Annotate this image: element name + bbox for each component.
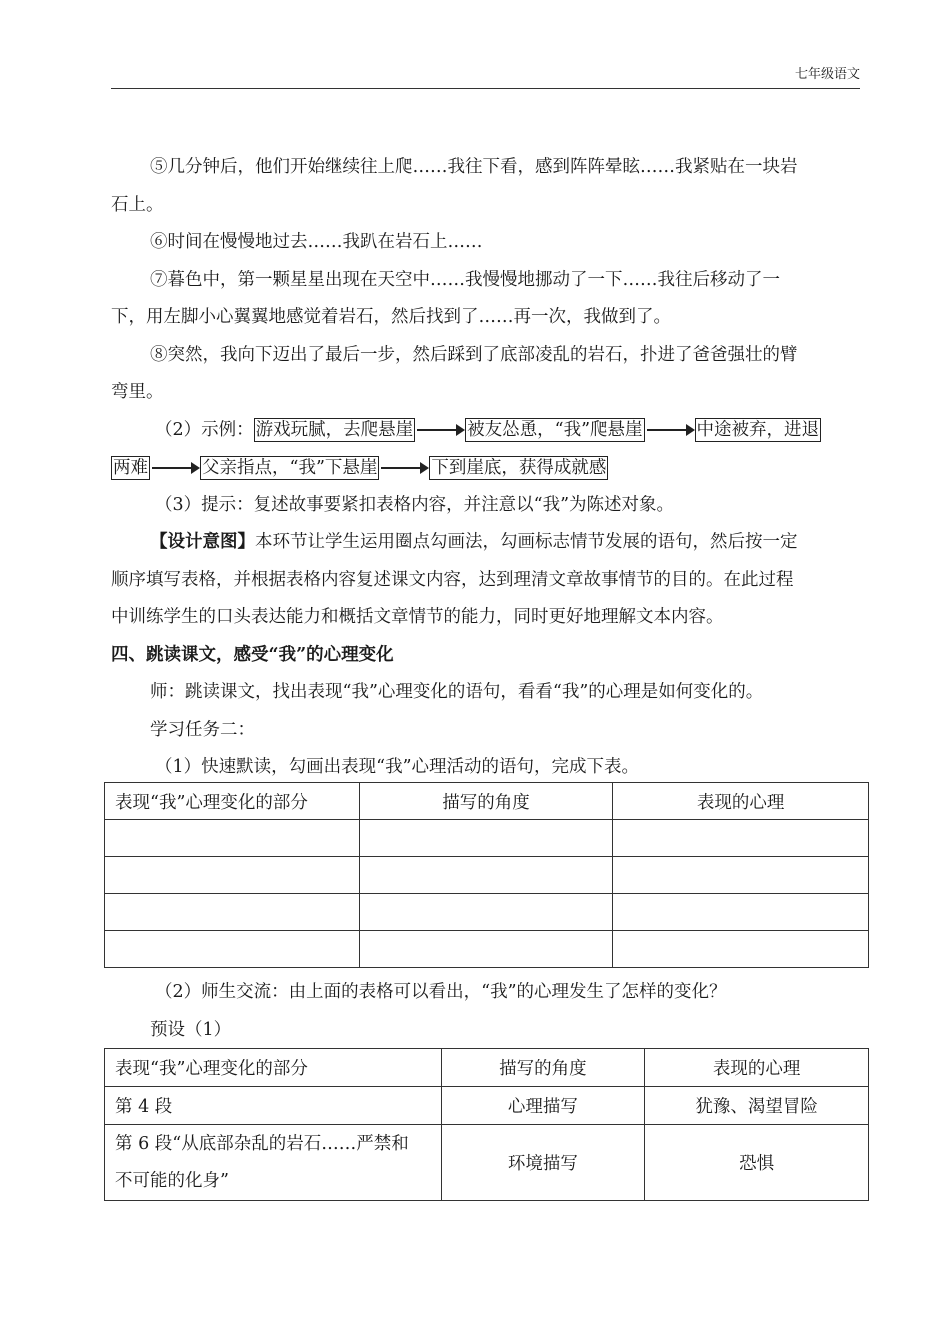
- plot-box-3-part-2: 两难: [113, 457, 148, 478]
- paragraph-8-line-2: 弯里。: [111, 382, 164, 402]
- table-cell[interactable]: [359, 894, 613, 931]
- table-header-row: [105, 783, 869, 820]
- table-header-row: [105, 1049, 869, 1087]
- table-cell[interactable]: [359, 931, 613, 968]
- table-cell: 环境描写: [441, 1125, 645, 1201]
- task-label: 学习任务二：: [150, 719, 255, 740]
- arrow-right-icon: [152, 467, 198, 469]
- table-cell[interactable]: [613, 820, 869, 857]
- preset-label: 预设（1）: [150, 1019, 232, 1040]
- main-content: [111, 149, 863, 787]
- plot-box-4: 父亲指点，“我”下悬崖: [202, 457, 378, 478]
- table-row: [105, 857, 869, 894]
- plot-box-5: 下到崖底，获得成就感: [431, 457, 607, 478]
- arrow-right-icon: [647, 429, 693, 431]
- paragraph-7-line-1: ⑦暮色中，第一颗星星出现在天空中……我慢慢地挪动了一下……我往后移动了一: [150, 269, 780, 290]
- paragraph-8-line-1: ⑧突然，我向下迈出了最后一步，然后踩到了底部凌乱的岩石，扑进了爸爸强壮的臂: [150, 344, 798, 365]
- plot-box-3-part-1: 中途被弃，进退: [696, 420, 820, 441]
- blank-table: [104, 782, 869, 968]
- teacher-instruction: 师：跳读课文，找出表现“我”心理变化的语句，看看“我”的心理是如何变化的。: [150, 682, 764, 702]
- table-header-cell: 描写的角度: [441, 1049, 645, 1087]
- plot-box-1: 游戏玩腻，去爬悬崖: [255, 420, 414, 441]
- paragraph-5-line-2: 石上。: [111, 194, 164, 215]
- cell-line: 不可能的化身”: [115, 1171, 229, 1191]
- plot-flow-row-1: [111, 412, 863, 450]
- question-1: （1）快速默读，勾画出表现“我”心理活动的语句，完成下表。: [155, 757, 640, 777]
- table-cell[interactable]: [613, 931, 869, 968]
- header-label: 七年级语文: [794, 67, 860, 82]
- table-cell: [105, 1125, 442, 1201]
- table-cell: 第 4 段: [105, 1087, 442, 1125]
- design-intent-line-1: [111, 524, 863, 562]
- table-header-cell: 描写的角度: [359, 783, 613, 820]
- preset-table: [104, 1048, 869, 1201]
- table-cell: 心理描写: [441, 1087, 645, 1125]
- question-2: （2）师生交流：由上面的表格可以看出，“我”的心理发生了怎样的变化？: [155, 982, 727, 1002]
- after-table-text: [111, 974, 863, 1049]
- table-row: [105, 1125, 869, 1201]
- table-header-cell: 表现的心理: [645, 1049, 869, 1087]
- table-header-cell: 表现“我”心理变化的部分: [105, 1049, 442, 1087]
- table-cell[interactable]: [613, 857, 869, 894]
- table-row: [105, 1087, 869, 1125]
- paragraph-6: ⑥时间在慢慢地过去……我趴在岩石上……: [150, 232, 483, 252]
- plot-box-2: 被友怂恿，“我”爬悬崖: [467, 420, 643, 441]
- example-prefix: （2）示例：: [155, 419, 254, 440]
- plot-flow-row-2: [111, 449, 863, 487]
- design-intent-line-3: 中训练学生的口头表达能力和概括文章情节的能力，同时更好地理解文本内容。: [111, 607, 724, 627]
- table-cell[interactable]: [105, 931, 360, 968]
- paragraph-7-line-2: 下，用左脚小心翼翼地感觉着岩石，然后找到了……再一次，我做到了。: [111, 307, 671, 327]
- table-cell[interactable]: [105, 820, 360, 857]
- table-cell: 犹豫、渴望冒险: [645, 1087, 869, 1125]
- table-header-cell: 表现的心理: [613, 783, 869, 820]
- table-row: [105, 894, 869, 931]
- table-row: [105, 931, 869, 968]
- section-heading: 四、跳读课文，感受“我”的心理变化: [111, 644, 394, 665]
- arrow-right-icon: [381, 467, 427, 469]
- table-cell[interactable]: [105, 857, 360, 894]
- hint-text: （3）提示：复述故事要紧扣表格内容，并注意以“我”为陈述对象。: [155, 494, 675, 515]
- table-cell[interactable]: [105, 894, 360, 931]
- cell-line: 第 6 段“从底部杂乱的岩石……严禁和: [115, 1134, 409, 1154]
- table-row: [105, 820, 869, 857]
- table-cell[interactable]: [613, 894, 869, 931]
- table-header-cell: 表现“我”心理变化的部分: [105, 783, 360, 820]
- design-intent-label: 【设计意图】: [150, 532, 255, 552]
- table-cell[interactable]: [359, 857, 613, 894]
- page-header: [111, 66, 860, 89]
- paragraph-5-line-1: ⑤几分钟后，他们开始继续往上爬……我往下看，感到阵阵晕眩……我紧贴在一块岩: [150, 157, 798, 177]
- arrow-right-icon: [417, 429, 463, 431]
- table-cell: 恐惧: [645, 1125, 869, 1201]
- design-intent-line-2: 顺序填写表格，并根据表格内容复述课文内容，达到理清文章故事情节的目的。在此过程: [111, 569, 794, 590]
- table-cell[interactable]: [359, 820, 613, 857]
- design-intent-text: 本环节让学生运用圈点勾画法，勾画标志情节发展的语句，然后按一定: [255, 532, 798, 552]
